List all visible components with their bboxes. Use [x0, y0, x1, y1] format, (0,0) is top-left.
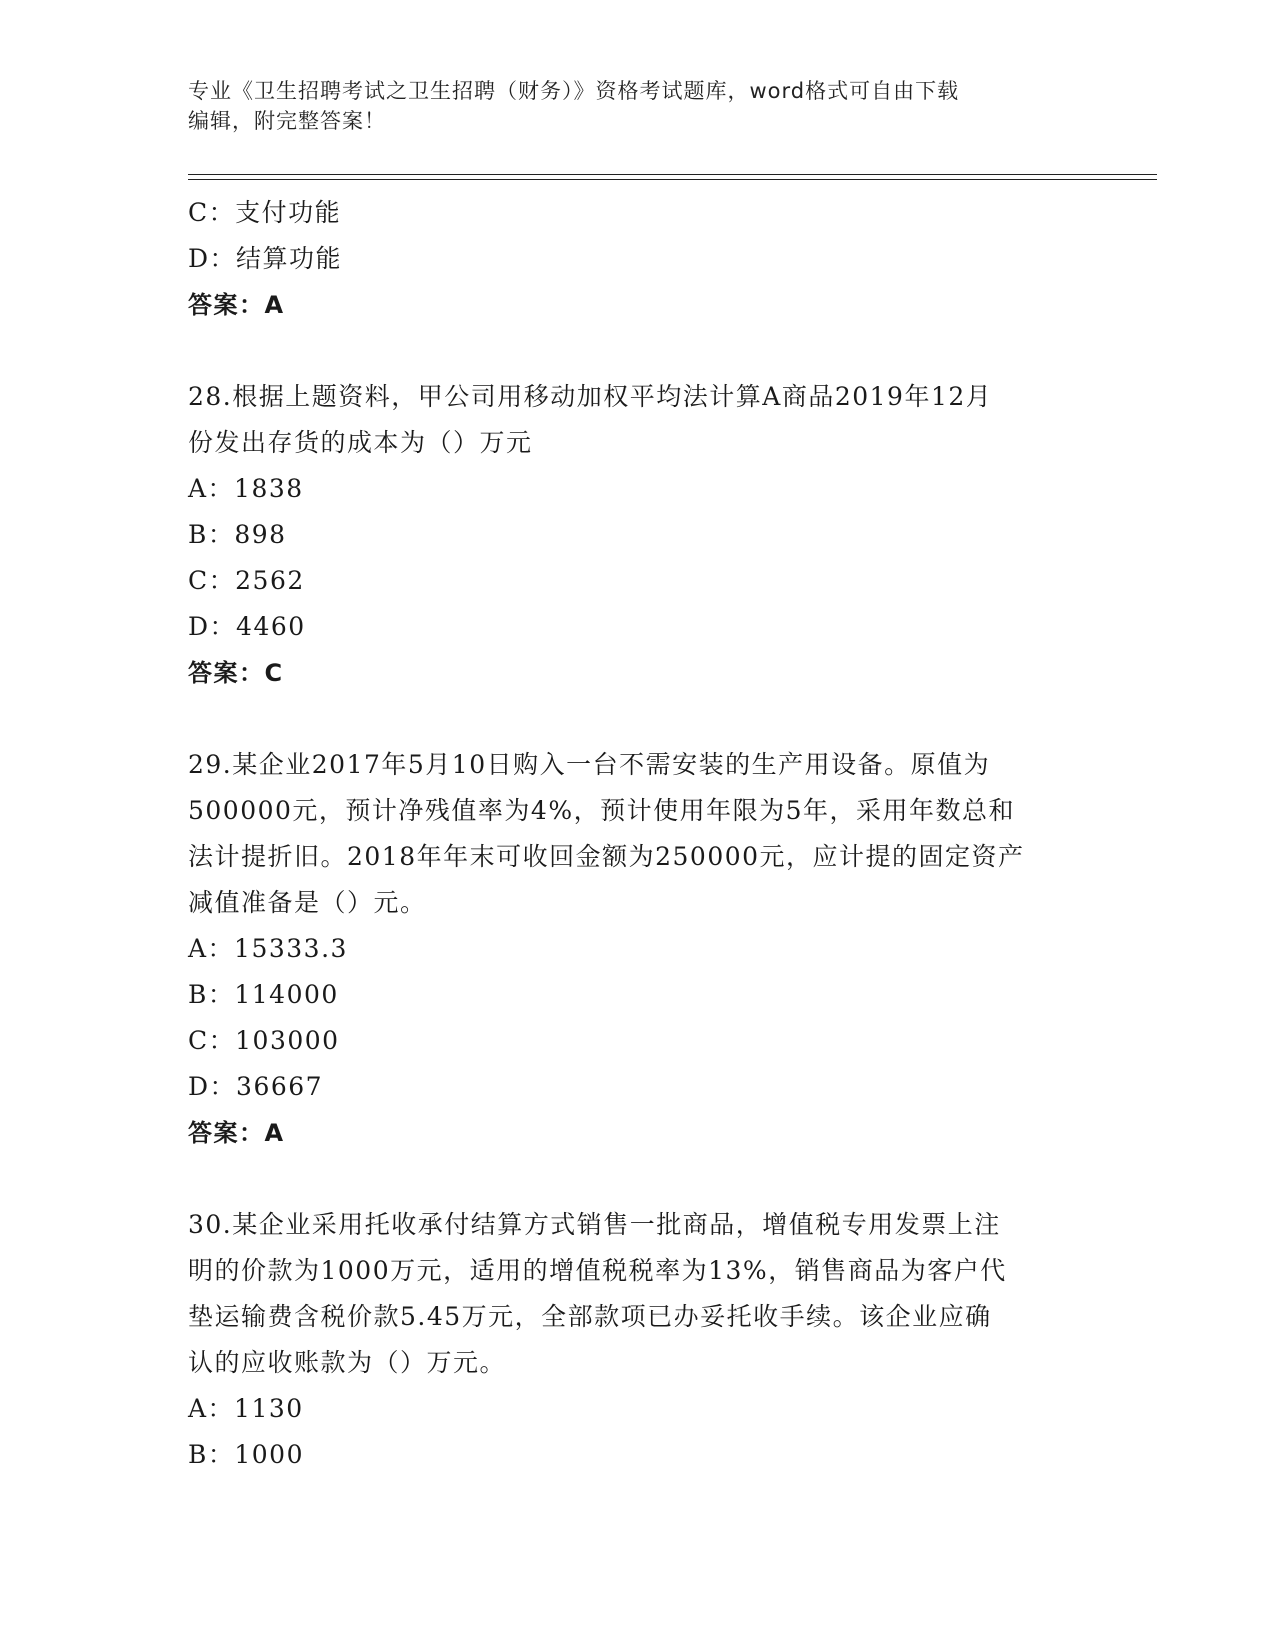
question-27-tail — [188, 190, 1088, 328]
question-stem: 垫运输费含税价款5.45万元，全部款项已办妥托收手续。该企业应确 — [188, 1302, 992, 1331]
header-line-2: 编辑，附完整答案！ — [188, 109, 386, 133]
option-c: C：103000 — [188, 1026, 340, 1055]
question-29 — [188, 742, 1088, 1156]
question-stem: 认的应收账款为（）万元。 — [188, 1348, 507, 1377]
header-rule-top — [188, 174, 1157, 175]
option-a: A：15333.3 — [188, 934, 348, 963]
spacer — [188, 696, 1088, 742]
question-stem: 29.某企业2017年5月10日购入一台不需安装的生产用设备。原值为 — [188, 750, 991, 779]
option-c: C：2562 — [188, 566, 305, 595]
spacer — [188, 328, 1088, 374]
question-stem: 法计提折旧。2018年年末可收回金额为250000元，应计提的固定资产 — [188, 842, 1025, 871]
option-a: A：1130 — [188, 1394, 304, 1423]
question-28 — [188, 374, 1088, 696]
option-b: B：1000 — [188, 1440, 304, 1469]
answer-line: 答案：A — [188, 291, 285, 319]
question-stem: 28.根据上题资料，甲公司用移动加权平均法计算A商品2019年12月 — [188, 382, 993, 411]
option-d: D：结算功能 — [188, 244, 343, 273]
document-header — [188, 76, 1088, 136]
question-stem: 减值准备是（）元。 — [188, 888, 427, 917]
answer-line: 答案：A — [188, 1119, 285, 1147]
question-stem: 明的价款为1000万元，适用的增值税税率为13%，销售商品为客户代 — [188, 1256, 1007, 1285]
option-a: A：1838 — [188, 474, 304, 503]
header-rule-bottom — [188, 179, 1157, 180]
option-c: C：支付功能 — [188, 198, 342, 227]
option-d: D：4460 — [188, 612, 306, 641]
question-stem: 份发出存货的成本为（）万元 — [188, 428, 533, 457]
question-stem: 500000元，预计净残值率为4%，预计使用年限为5年，采用年数总和 — [188, 796, 1016, 825]
option-b: B：114000 — [188, 980, 339, 1009]
spacer — [188, 1156, 1088, 1202]
question-stem: 30.某企业采用托收承付结算方式销售一批商品，增值税专用发票上注 — [188, 1210, 1001, 1239]
option-d: D：36667 — [188, 1072, 324, 1101]
question-30 — [188, 1202, 1088, 1478]
header-line-1: 专业《卫生招聘考试之卫生招聘（财务）》资格考试题库，word格式可自由下载 — [188, 79, 960, 103]
answer-line: 答案：C — [188, 659, 284, 687]
option-b: B：898 — [188, 520, 287, 549]
question-content — [188, 190, 1088, 1478]
